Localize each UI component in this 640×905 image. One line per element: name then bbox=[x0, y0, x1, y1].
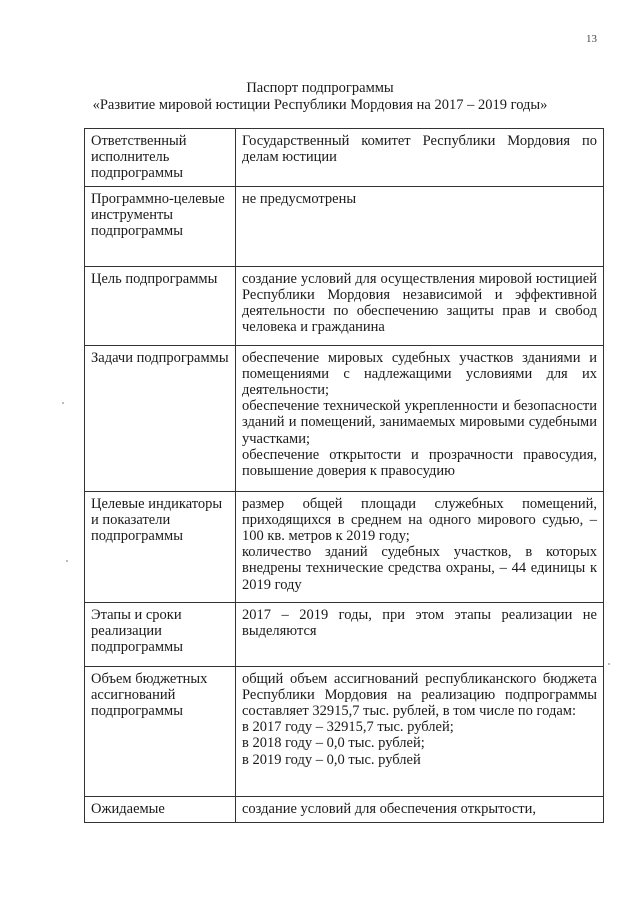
row-value bbox=[236, 186, 604, 266]
value-paragraph: не предусмотрены bbox=[242, 190, 357, 207]
row-value bbox=[236, 602, 604, 666]
value-paragraph: обеспечение мировых судебных участков зданиями и помещениями с надлежащими условиями для их деятельности; bbox=[242, 349, 597, 399]
table-row bbox=[85, 129, 604, 187]
row-label: Задачи подпрограммы bbox=[85, 345, 236, 491]
row-value bbox=[236, 345, 604, 491]
row-label: Программно-целевые инструменты подпрограммы bbox=[85, 186, 236, 266]
value-paragraph: 2017 – 2019 годы, при этом этапы реализации не выделяются bbox=[242, 606, 597, 639]
row-value bbox=[236, 129, 604, 187]
table-row bbox=[85, 186, 604, 266]
row-label: Объем бюджетных ассигнований подпрограммы bbox=[85, 666, 236, 796]
row-value bbox=[236, 491, 604, 602]
value-paragraph: общий объем ассигнований республиканского бюджета Республики Мордовия на реализацию подпрограммы составляет 32915,7 тыс. рублей, в том числе по годам: bbox=[242, 670, 597, 720]
row-value bbox=[236, 266, 604, 345]
page-number: 13 bbox=[586, 33, 597, 45]
table-row bbox=[85, 266, 604, 345]
scan-artifact bbox=[66, 560, 68, 562]
value-paragraph: создание условий для осуществления мировой юстицией Республики Мордовия независимой и эффективной деятельности по обеспечению защиты прав и свобод человека и гражданина bbox=[242, 270, 597, 336]
value-paragraph: обеспечение открытости и прозрачности правосудия, повышение доверия к правосудию bbox=[242, 446, 597, 480]
row-label: Цель подпрограммы bbox=[85, 266, 236, 345]
row-label: Ожидаемые bbox=[85, 796, 236, 822]
value-paragraph: количество зданий судебных участков, в которых внедрены технические средства охраны, – 44 единицы к 2019 году bbox=[242, 544, 597, 593]
row-label: Целевые индикаторы и показатели подпрограммы bbox=[85, 491, 236, 602]
table-row bbox=[85, 602, 604, 666]
value-paragraph: обеспечение технической укрепленности и безопасности зданий и помещений, занимаемых мировыми судебными участками; bbox=[242, 398, 597, 447]
row-value bbox=[236, 796, 604, 822]
title-line-1: Паспорт подпрограммы bbox=[246, 80, 394, 96]
value-paragraph: Государственный комитет Республики Мордовия по делам юстиции bbox=[242, 133, 597, 166]
scan-artifact bbox=[62, 402, 64, 404]
table-row bbox=[85, 491, 604, 602]
row-label: Ответственный исполнитель подпрограммы bbox=[85, 129, 236, 187]
value-paragraph: создание условий для обеспечения открытости, bbox=[242, 800, 537, 817]
value-paragraph: в 2019 году – 0,0 тыс. рублей bbox=[242, 751, 421, 768]
passport-table bbox=[84, 128, 604, 823]
table-row bbox=[85, 345, 604, 491]
document-title bbox=[0, 80, 640, 114]
scan-artifact bbox=[608, 663, 610, 665]
value-paragraph: в 2018 году – 0,0 тыс. рублей; bbox=[242, 735, 425, 752]
table-row bbox=[85, 796, 604, 822]
title-line-2: «Развитие мировой юстиции Республики Мордовия на 2017 – 2019 годы» bbox=[92, 97, 548, 113]
value-paragraph: размер общей площади служебных помещений, приходящихся в среднем на одного мирового судью, – 100 кв. метров к 2019 году; bbox=[242, 495, 597, 545]
table-row bbox=[85, 666, 604, 796]
row-label: Этапы и сроки реализации подпрограммы bbox=[85, 602, 236, 666]
value-paragraph: в 2017 году – 32915,7 тыс. рублей; bbox=[242, 719, 454, 736]
row-value bbox=[236, 666, 604, 796]
